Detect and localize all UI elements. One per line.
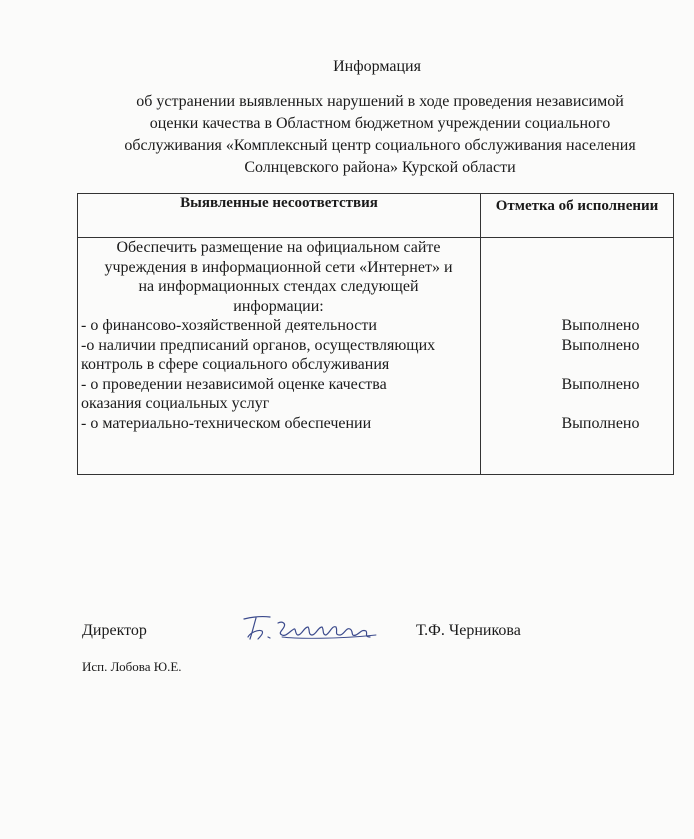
- intro-line: Обеспечить размещение на официальном сайте: [116, 239, 441, 256]
- intro-line: на информационных стендах следующей: [138, 278, 419, 295]
- item-line: - о финансово-хозяйственной деятельности: [81, 317, 377, 334]
- item-line: - о материально-техническом обеспечении: [81, 414, 372, 432]
- item-line: -о наличии предписаний органов, осуществляющих: [81, 336, 436, 354]
- subtitle-line: обслуживания «Комплексный центр социального обслуживания населения: [124, 137, 636, 154]
- header-violations: Выявленные несоответствия: [78, 194, 481, 238]
- item-line: контроль в сфере социального обслуживания: [81, 356, 390, 373]
- violations-cell: [78, 238, 481, 475]
- signature-image: [238, 611, 388, 645]
- signer-name: Т.Ф. Черникова: [416, 622, 521, 639]
- marks-cell: [481, 238, 674, 475]
- header-mark: Отметка об исполнении: [481, 194, 674, 238]
- intro-line: информации:: [233, 297, 324, 315]
- document-subtitle: [80, 91, 680, 179]
- mark-financial: Выполнено: [561, 317, 640, 334]
- mark-prescriptions: Выполнено: [561, 337, 640, 354]
- mark-quality: Выполнено: [561, 376, 640, 393]
- table-header-row: [78, 194, 674, 238]
- item-line: - о проведении независимой оценке качества: [81, 375, 387, 393]
- table-row: [78, 238, 674, 475]
- executor-note: Исп. Лобова Ю.Е.: [82, 659, 182, 674]
- mark-technical: Выполнено: [561, 415, 640, 432]
- intro-line: учреждения в информационной сети «Интернет» и: [104, 258, 453, 276]
- document-title: Информация: [333, 58, 421, 75]
- subtitle-line: об устранении выявленных нарушений в ходе проведения независимой: [136, 93, 624, 110]
- signer-position: Директор: [82, 622, 147, 639]
- item-line: оказания социальных услуг: [81, 395, 270, 412]
- subtitle-line: оценки качества в Областном бюджетном учреждении социального: [149, 115, 611, 132]
- subtitle-line: Солнцевского района» Курской области: [244, 159, 516, 176]
